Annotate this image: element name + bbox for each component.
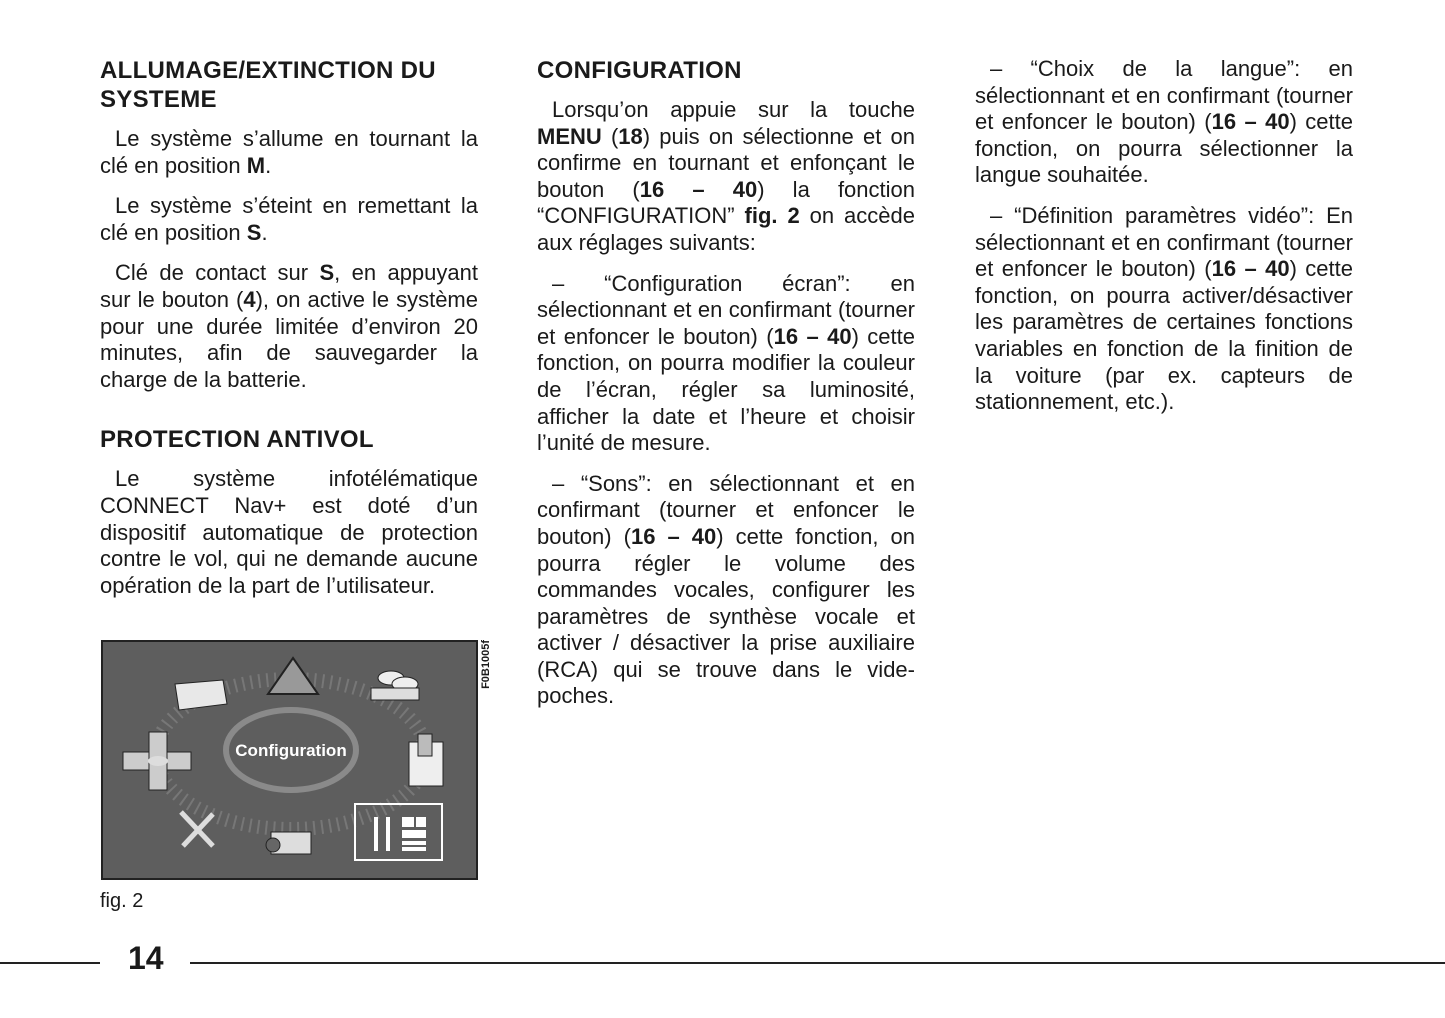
text-run: on accède aux réglages suivants: [537,203,915,255]
figure-configuration-screen [101,640,478,880]
text-run: – “Configuration écran”: en sélectionnant et en confirmant (tourner et enfoncer le bouton) ( [537,270,915,349]
figure-caption: fig. 2 [100,890,144,912]
paras-configuration [537,97,915,710]
paras-antivol [100,466,478,599]
heading-configuration: CONFIGURATION [537,57,742,84]
text-run: ), on active le système pour une durée limitée d’environ 20 minutes, afin de sauvegarder la charge de la batterie. [100,286,478,392]
text-run: . [261,219,268,245]
text-run: Le système s’allume en tournant la clé en position [100,126,478,178]
paragraph [537,97,915,257]
column-2 [537,56,915,724]
cd-player-icon [371,671,419,700]
bold-text: 4 [243,286,256,312]
heading-allumage: ALLUMAGE/EXTINCTION DU SYSTEME [100,57,436,113]
text-run: Clé de contact sur [115,260,320,286]
text-run: Lorsqu’on appuie sur la touche [552,97,915,122]
roundabout-icon [123,732,191,790]
text-run: – “Définition paramètres vidéo”: En sélectionnant et en confirmant (tourner et enfoncer le bouton) ( [975,202,1353,282]
text-run: ) cette fonction, on pourra sélectionner la langue souhaitée. [975,109,1353,188]
text-run: , en appuyant sur le bouton ( [100,260,478,312]
text-run: ) puis on sélectionne et on confirme en tournant et enfonçant le bouton ( [537,123,915,202]
paras-allumage [100,126,478,393]
text-run: – “Choix de la langue”: en sélectionnant et en confirmant (tourner et enfoncer le bouton) ( [975,56,1353,135]
video-camera-icon [266,832,311,854]
paragraph [537,271,915,457]
paragraph [975,203,1353,416]
bold-text: MENU [537,123,602,149]
text-run: ) cette fonction, on pourra modifier la couleur de l’écran, régler sa luminosité, afficher la date et l’heure et choisir l’unité de mesure. [537,323,915,456]
paragraph [975,56,1353,189]
bold-text: 16 – 40 [773,323,852,349]
heading-antivol: PROTECTION ANTIVOL [100,426,374,454]
bold-text: S [319,260,335,286]
phone-notebook-icon [409,734,443,786]
text-run: Le système s’éteint en remettant la clé en position [100,193,478,245]
paragraph [100,260,478,393]
paragraph [100,466,478,599]
bold-text: fig. 2 [744,203,800,229]
paragraph [100,126,478,179]
paragraph [100,193,478,246]
footer-rule-right [190,962,1445,964]
bold-text: 16 – 40 [1211,256,1290,282]
footer-rule-left [0,962,100,964]
text-run: ) la fonction “CONFIGURATION” [537,176,915,229]
text-run: ) cette fonction, on pourra régler le volume des commandes vocales, configurer les paramètres de synthèse vocale et activer / désactiver la prise auxiliaire (RCA) qui se trouve dans le vide-poches. [537,523,915,709]
figure-code: F0B1005f [480,640,492,689]
tools-icon [181,812,213,846]
column-1 [100,56,478,613]
bold-text: 18 [618,123,643,149]
bold-text: 16 – 40 [639,176,758,202]
map-icon [175,680,227,710]
text-run: ) cette fonction, on pourra activer/désactiver les paramètres de certaines fonctions variables en fonction de la finition de la voiture (par ex. capteurs de stationnement, etc.). [975,256,1353,415]
paragraph [537,471,915,710]
bold-text: 16 – 40 [1211,109,1290,135]
text-run: Le système infotélématique CONNECT Nav+ est doté d’un dispositif automatique de protection contre le vol, qui ne demande aucune opération de la part de l’utilisateur. [100,466,478,598]
text-run: ( [601,123,619,149]
screen-title: Configuration [235,741,347,760]
page-number: 14 [128,940,164,976]
text-run: – “Sons”: en sélectionnant et en confirmant (tourner et enfoncer le bouton) ( [537,470,915,549]
column-3 [975,56,1353,430]
bold-text: S [246,219,262,245]
bold-text: 16 – 40 [630,523,717,549]
bold-text: M [246,152,266,178]
paras-column-3 [975,56,1353,416]
text-run: . [265,152,272,178]
